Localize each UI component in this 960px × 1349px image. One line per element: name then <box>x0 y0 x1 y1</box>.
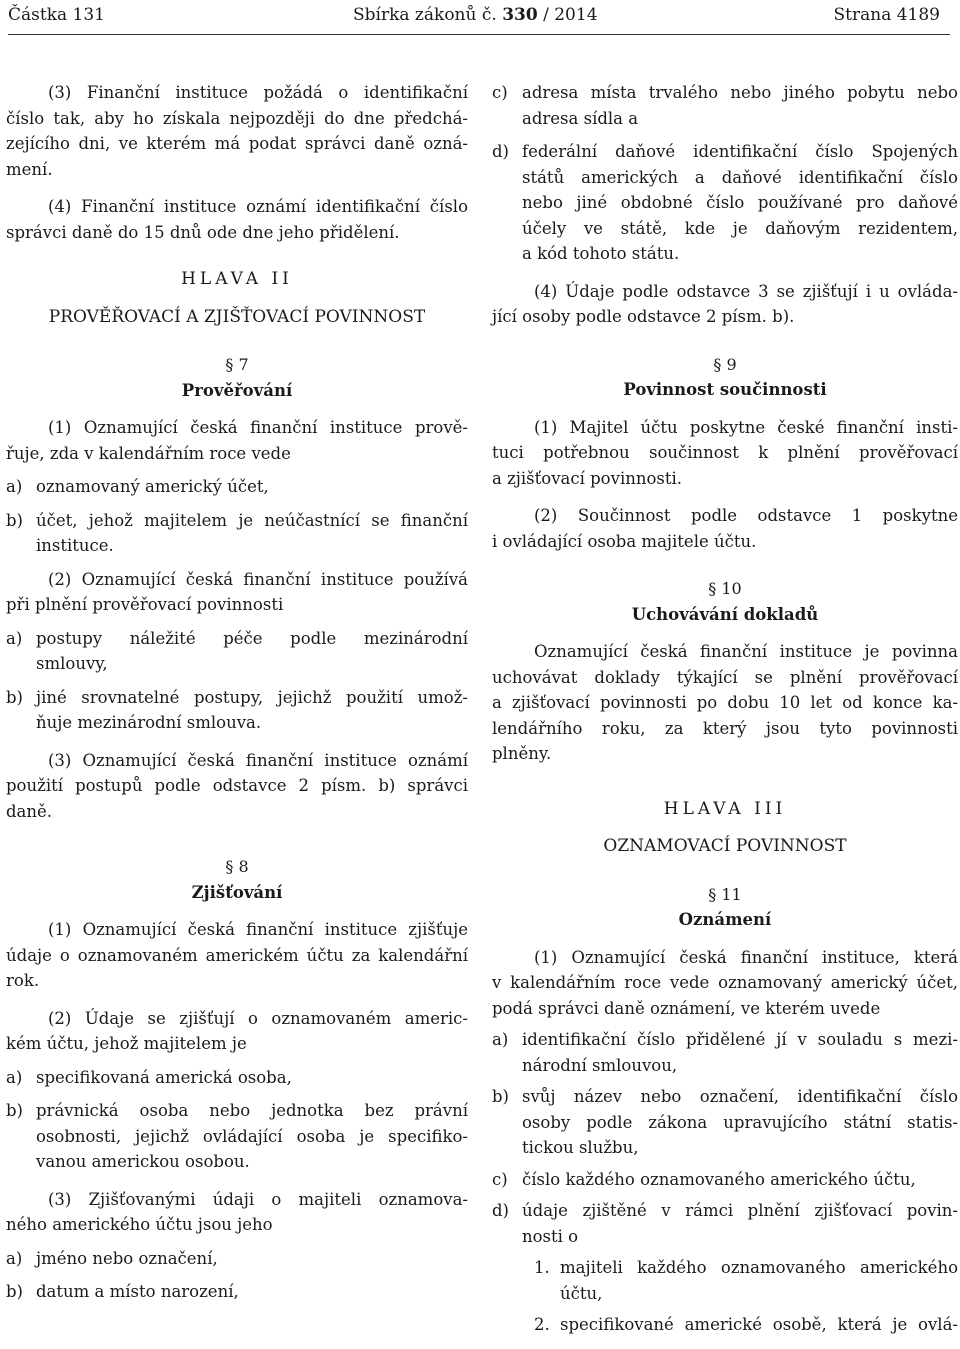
list-item: b) právnická osoba nebo jednotka bez právní osobnosti, jejichž ovládající osoba je specifiko- vanou americkou osobou. <box>6 1101 468 1171</box>
right-column <box>492 80 958 1338</box>
header-collection: Sbírka zákonů č. 330 / 2014 <box>353 5 598 25</box>
section-sign: § 8 <box>225 857 249 876</box>
section-title: Zjišťování <box>191 882 283 902</box>
section-sign: § 7 <box>225 355 249 374</box>
section-title: Povinnost součinnosti <box>623 380 827 399</box>
paragraph: (1) Oznamující česká finanční instituce zjišťuje údaje o oznamovaném americkém účtu za kalendářní rok. <box>6 920 468 990</box>
paragraph: (1) Majitel účtu poskytne české finanční insti- tuci potřebnou součinnost k plnění prověřovací a zjišťovací povinnosti. <box>492 417 958 488</box>
paragraph: (4) Finanční instituce oznámí identifikační číslo správci daně do 15 dnů ode dne jeho přidělení. <box>6 197 468 242</box>
paragraph: Oznamující česká finanční instituce je povinna uchovávat doklady týkající se plnění prověřovací a zjišťovací povinnosti po dobu 10 let od konce ka- lendářního roku, za který jsou tyto povinnosti plněny. <box>492 642 958 763</box>
part-heading: HLAVA II <box>181 269 293 289</box>
section-sign: § 11 <box>708 884 742 904</box>
list-item: a) postupy náležité péče podle mezinárodní smlouvy, <box>6 628 468 673</box>
part-heading: HLAVA III <box>663 798 787 819</box>
paragraph: (3) Zjišťovanými údaji o majiteli oznamova- ného amerického účtu jsou jeho <box>6 1189 468 1234</box>
section-title: Oznámení <box>678 910 772 929</box>
list-item: d) federální daňové identifikační číslo Spojených států amerických a daňové identifikační číslo nebo jiné obdobné číslo používané pro daňové účely ve státě, kde je daňovým rezidentem, a kód tohoto státu. <box>492 142 958 263</box>
list-item: a) identifikační číslo přidělené jí v souladu s mezi- národní smlouvou, <box>492 1030 958 1075</box>
header-law-number: 330 <box>502 5 538 25</box>
list-item: d) údaje zjištěné v rámci plnění zjišťovací povin- nosti o <box>492 1201 958 1246</box>
list-item: c) adresa místa trvalého nebo jiného pobytu nebo adresa sídla a <box>492 83 958 128</box>
list-item: a) jméno nebo označení, <box>6 1248 218 1268</box>
section-title: Uchovávání dokladů <box>631 604 819 624</box>
left-column <box>6 80 468 1305</box>
page-header <box>8 0 950 35</box>
paragraph: (3) Finanční instituce požádá o identifikační číslo tak, aby ho získala nejpozději do dne předchá- zejícího dni, ve kterém má podat správci daně ozná- mení. <box>6 83 468 179</box>
paragraph: (1) Oznamující česká finanční instituce prově- řuje, zda v kalendářním roce vede <box>6 418 468 463</box>
paragraph: (3) Oznamující česká finanční instituce oznámí použití postupů podle odstavce 2 písm. b) správci daně. <box>6 750 468 821</box>
paragraph: (2) Údaje se zjišťují o oznamovaném americ- kém účtu, jehož majitelem je <box>6 1008 468 1053</box>
list-subitem: 2. specifikované americké osobě, která je ovlá- <box>534 1315 958 1334</box>
list-item: b) svůj název nebo označení, identifikační číslo osoby podle zákona upravujícího státní statis- tickou službu, <box>492 1087 958 1157</box>
part-title: PROVĚŘOVACÍ A ZJIŠŤOVACÍ POVINNOST <box>48 306 426 327</box>
list-subitem: 1. majiteli každého oznamovaného amerického účtu, <box>534 1258 958 1303</box>
header-page-number: Strana 4189 <box>833 5 940 25</box>
header-issue: Částka 131 <box>8 5 105 25</box>
list-item: b) jiné srovnatelné postupy, jejichž použití umož- ňuje mezinárodní smlouva. <box>6 687 468 732</box>
section-sign: § 9 <box>713 354 737 374</box>
list-item: a) oznamovaný americký účet, <box>6 477 269 496</box>
paragraph: (2) Součinnost podle odstavce 1 poskytne i ovládající osoba majitele účtu. <box>492 506 958 551</box>
list-item: a) specifikovaná americká osoba, <box>6 1067 292 1087</box>
list-item: b) datum a místo narození, <box>6 1282 239 1301</box>
paragraph: (2) Oznamující česká finanční instituce používá při plnění prověřovací povinnosti <box>6 569 468 614</box>
list-item: c) číslo každého oznamovaného amerického účtu, <box>492 1169 916 1189</box>
section-title: Prověřování <box>181 380 293 400</box>
section-sign: § 10 <box>708 579 742 598</box>
paragraph: (4) Údaje podle odstavce 3 se zjišťují i u ovláda- jící osoby podle odstavce 2 písm. b). <box>492 281 958 326</box>
list-item: b) účet, jehož majitelem je neúčastnící se finanční instituce. <box>6 510 468 555</box>
paragraph: (1) Oznamující česká finanční instituce, která v kalendářním roce vede oznamovaný americký účet, podá správci daně oznámení, ve kterém uvede <box>492 947 958 1018</box>
part-title: OZNAMOVACÍ POVINNOST <box>603 836 847 856</box>
